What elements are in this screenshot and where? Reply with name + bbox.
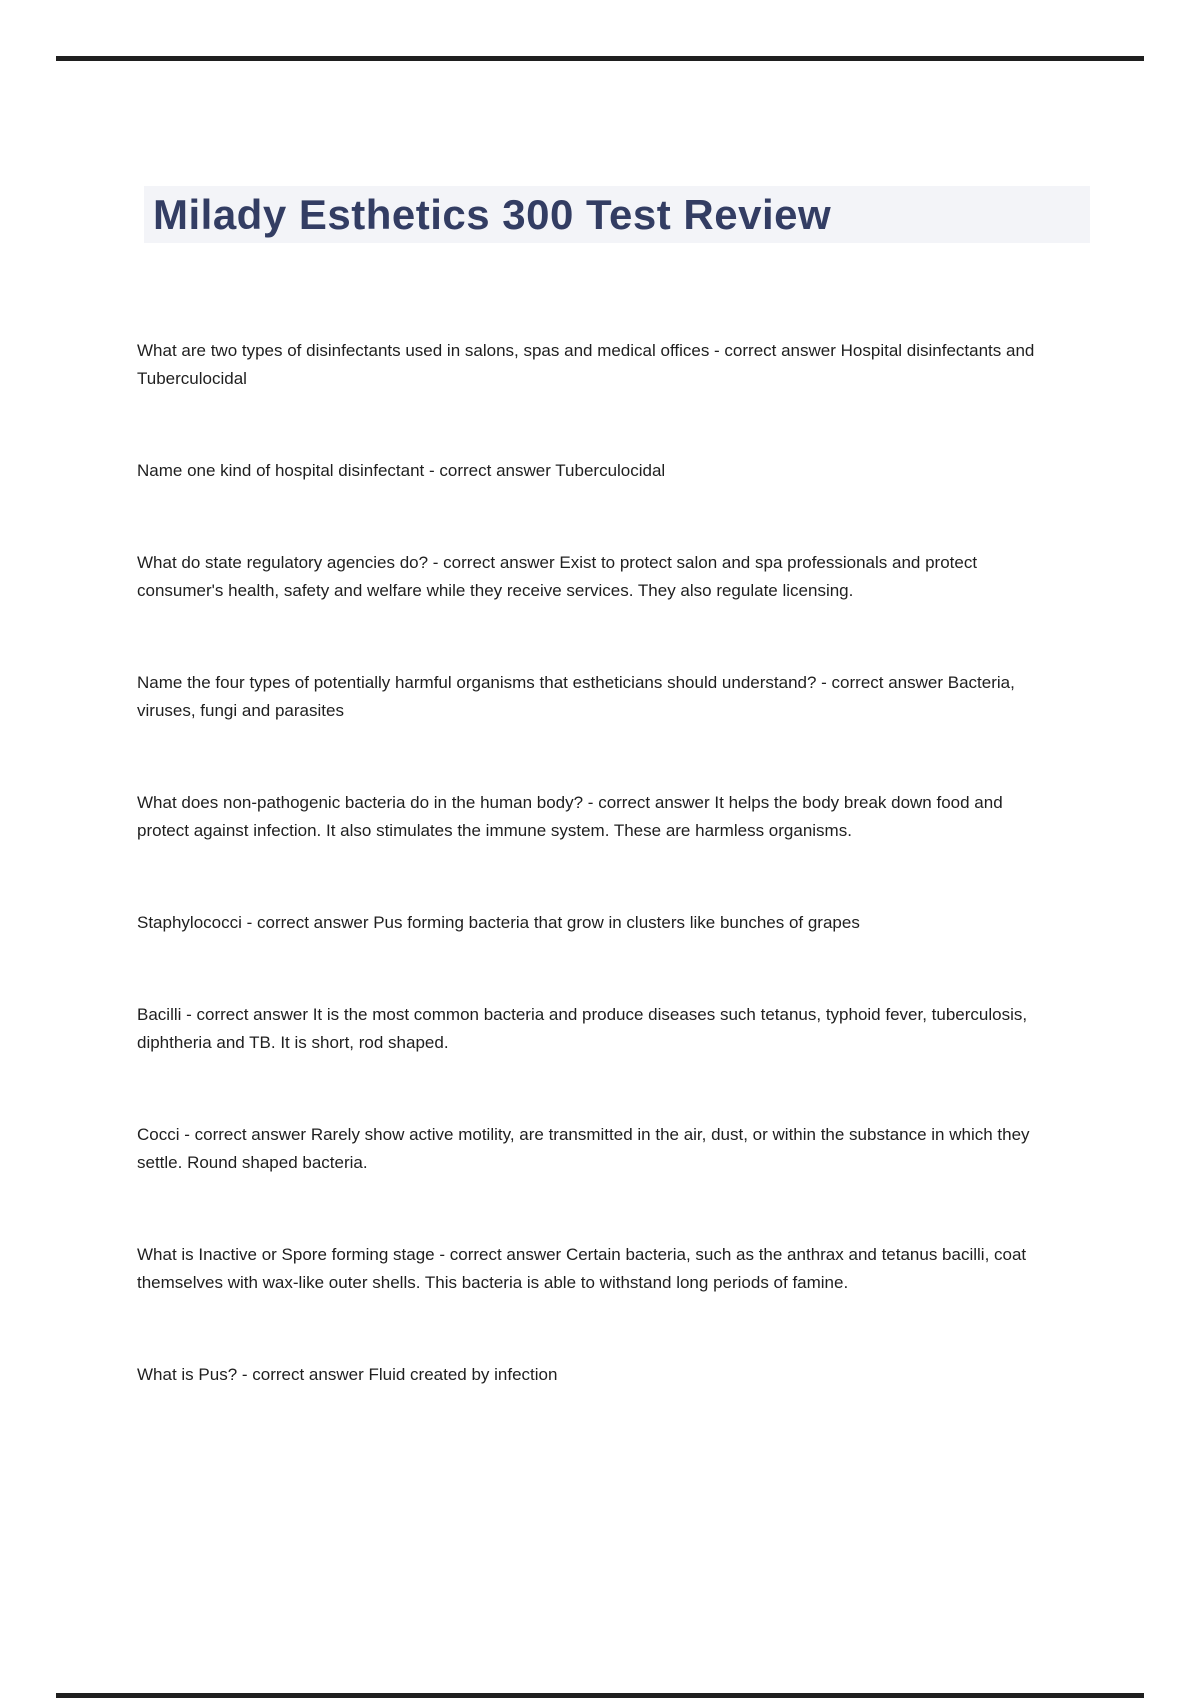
qa-list: [137, 337, 1042, 1389]
top-divider: [56, 56, 1144, 61]
qa-item: What is Pus? - correct answer Fluid created by infection: [137, 1365, 558, 1384]
qa-item: Cocci - correct answer Rarely show active motility, are transmitted in the air, dust, or within the substance in which they settle. Round shaped bacteria.: [137, 1125, 1030, 1172]
qa-item: Name the four types of potentially harmful organisms that estheticians should understand? - correct answer Bacteria, viruses, fungi and parasites: [137, 673, 1015, 720]
qa-item: What do state regulatory agencies do? - correct answer Exist to protect salon and spa professionals and protect consumer's health, safety and welfare while they receive services. They also regulate licensing.: [137, 553, 978, 600]
qa-item: What is Inactive or Spore forming stage - correct answer Certain bacteria, such as the anthrax and tetanus bacilli, coat themselves with wax-like outer shells. This bacteria is able to withstand long periods of famine.: [137, 1245, 1027, 1292]
qa-item: What does non-pathogenic bacteria do in the human body? - correct answer It helps the body break down food and protect against infection. It also stimulates the immune system. These are harmless organisms.: [137, 793, 1003, 840]
bottom-divider: [56, 1693, 1144, 1698]
qa-item: Staphylococci - correct answer Pus forming bacteria that grow in clusters like bunches of grapes: [137, 913, 860, 932]
document-content: [137, 186, 1042, 1389]
qa-item: Bacilli - correct answer It is the most common bacteria and produce diseases such tetanus, typhoid fever, tuberculosis, diphtheria and TB. It is short, rod shaped.: [137, 1005, 1028, 1052]
qa-item: Name one kind of hospital disinfectant - correct answer Tuberculocidal: [137, 461, 666, 480]
page-title: Milady Esthetics 300 Test Review: [144, 186, 1090, 243]
qa-item: What are two types of disinfectants used in salons, spas and medical offices - correct answer Hospital disinfectants and Tuberculocidal: [137, 341, 1035, 388]
